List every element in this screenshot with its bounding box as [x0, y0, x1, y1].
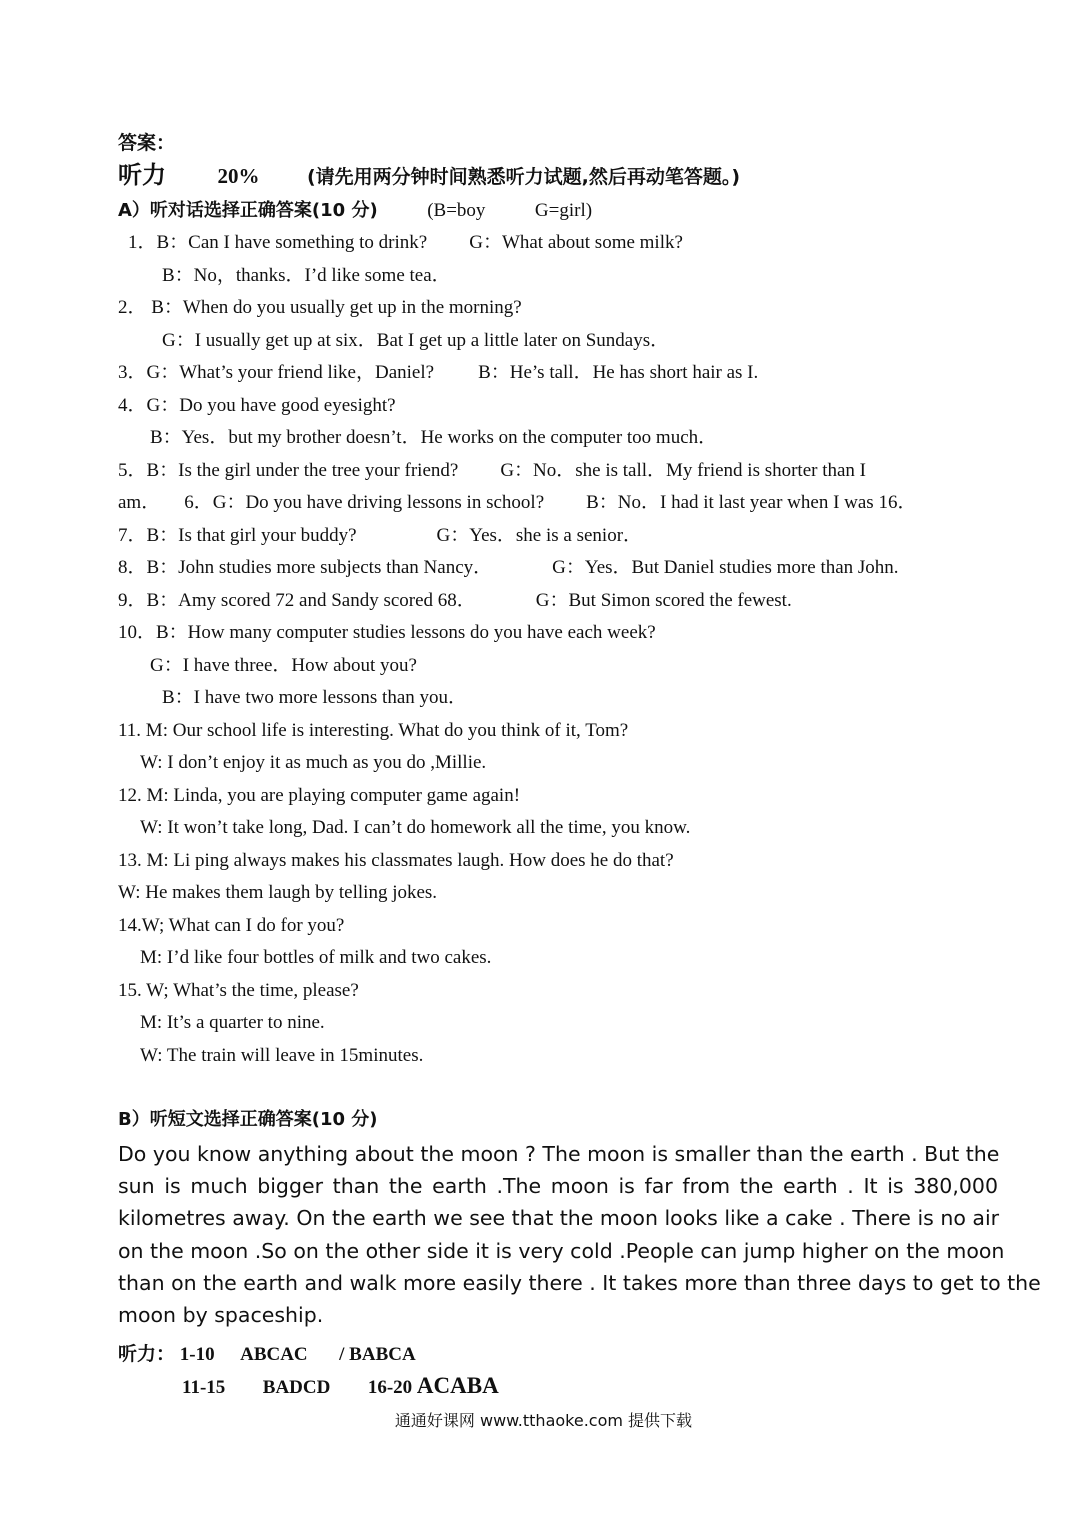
- dialogue-line-d7: [118, 524, 642, 548]
- dialogue-line-d15b: [140, 1011, 325, 1035]
- dialogue-segment: G：But Simon scored the fewest.: [535, 589, 792, 611]
- dialogue-segment: B：No．I had it last year when I was 16．: [586, 492, 917, 513]
- dialogue-segment: G：Yes．But Daniel studies more than John.: [552, 557, 899, 578]
- dialogue-segment: G：I usually get up at six．Bat I get up a little later on Sundays．: [162, 329, 670, 351]
- dialogue-segment: am．: [118, 492, 161, 513]
- dialogue-line-d15c: [140, 1044, 423, 1068]
- answers-set-1: ABCAC: [240, 1344, 308, 1365]
- dialogue-line-d4b: [150, 426, 717, 450]
- dialogue-line-d12b: [140, 816, 690, 840]
- passage-line: on the moon .So on the other side it is very cold .People can jump higher on the moon: [118, 1238, 1005, 1263]
- dialogue-segment: 8．B：John studies more subjects than Nancy．: [118, 557, 493, 578]
- dialogue-line-d10a: [118, 621, 656, 645]
- dialogue-line-d15a: [118, 979, 359, 1003]
- dialogue-segment: G：Yes．she is a senior．: [436, 524, 643, 546]
- listening-header: [118, 163, 740, 190]
- dialogue-line-d11a: [118, 719, 628, 743]
- dialogue-segment: 1．B：Can I have something to drink?: [128, 232, 428, 253]
- answers-range-3: 16-20: [367, 1377, 413, 1398]
- answers-set-4: ACABA: [416, 1373, 499, 1398]
- section-b-heading: B）听短文选择正确答案(10 分): [118, 1109, 378, 1130]
- dialogue-segment: 15. W; What’s the time, please?: [118, 979, 359, 1001]
- answers-label: 听力：: [118, 1343, 176, 1365]
- dialogue-segment: 3．G：What’s your friend like，Daniel?: [118, 362, 435, 383]
- dialogue-line-d5a: [118, 459, 866, 483]
- answers-line-1: [118, 1342, 416, 1367]
- answers-range-1: 1-10: [179, 1344, 215, 1365]
- listening-title: 听力: [118, 161, 166, 189]
- listening-note: (请先用两分钟时间熟悉听力试题,然后再动笔答题。): [307, 166, 741, 188]
- dialogue-segment: W: It won’t take long, Dad. I can’t do homework all the time, you know.: [140, 817, 691, 838]
- dialogue-line-d2b: [162, 329, 669, 353]
- passage-line: moon by spaceship.: [118, 1303, 324, 1327]
- dialogue-segment: M: It’s a quarter to nine.: [140, 1012, 325, 1033]
- dialogue-line-d1a: [128, 231, 683, 255]
- dialogue-line-d4a: [118, 394, 396, 418]
- dialogue-segment: 10．B：How many computer studies lessons do you have each week?: [118, 622, 656, 643]
- answers-set-2: / BABCA: [339, 1344, 416, 1365]
- dialogue-line-d13a: [118, 849, 674, 873]
- dialogue-segment: 12. M: Linda, you are playing computer game again!: [118, 784, 521, 806]
- dialogue-line-d14b: [140, 946, 491, 970]
- dialogue-segment: 4．G：Do you have good eyesight?: [118, 394, 396, 416]
- dialogue-segment: G：I have three．How about you?: [150, 654, 417, 676]
- legend-boy: (B=boy: [427, 200, 486, 221]
- answers-set-3: BADCD: [262, 1377, 331, 1398]
- dialogue-segment: 11. M: Our school life is interesting. What do you think of it, Tom?: [118, 719, 629, 741]
- section-a-heading-line: [118, 199, 592, 223]
- dialogue-segment: B：Yes．but my brother doesn’t．He works on the computer too much．: [150, 427, 718, 448]
- dialogue-line-d12a: [118, 784, 520, 808]
- dialogue-line-d1b: [162, 264, 451, 288]
- dialogue-segment: W: He makes them laugh by telling jokes.: [118, 882, 438, 903]
- dialogue-segment: B：I have two more lessons than you．: [162, 687, 468, 708]
- dialogue-line-d8: [118, 556, 899, 580]
- dialogue-segment: 13. M: Li ping always makes his classmates laugh. How does he do that?: [118, 849, 674, 871]
- answers-line-2: [182, 1374, 499, 1400]
- answers-range-2: 11-15: [182, 1377, 226, 1398]
- dialogue-segment: 6．G：Do you have driving lessons in school?: [184, 492, 545, 513]
- dialogue-line-d11b: [140, 751, 486, 775]
- dialogue-line-d13b: [118, 881, 437, 905]
- dialogue-line-d5b: [118, 491, 916, 515]
- dialogue-segment: G：No．she is tall．My friend is shorter than I: [500, 459, 867, 481]
- dialogue-line-d2a: [118, 296, 522, 320]
- dialogue-segment: B：He’s tall．He has short hair as I.: [478, 362, 759, 383]
- dialogue-segment: G：What about some milk?: [469, 232, 683, 253]
- passage-line: kilometres away. On the earth we see that the moon looks like a cake . There is no air: [118, 1206, 1000, 1231]
- dialogue-line-d14a: [118, 914, 344, 938]
- dialogue-line-d3: [118, 361, 758, 385]
- passage-line: than on the earth and walk more easily there . It takes more than three days to get to the: [118, 1270, 1041, 1295]
- dialogue-segment: B：No，thanks．I’d like some tea．: [162, 264, 451, 286]
- dialogue-segment: 14.W; What can I do for you?: [118, 914, 345, 936]
- listening-percent: 20%: [217, 164, 260, 188]
- answer-title: 答案：: [118, 132, 176, 154]
- dialogue-segment: 2． B：When do you usually get up in the morning?: [118, 297, 522, 318]
- dialogue-segment: W: The train will leave in 15minutes.: [140, 1044, 424, 1066]
- dialogue-segment: 5．B：Is the girl under the tree your friend?: [118, 459, 459, 481]
- dialogue-segment: 9．B：Amy scored 72 and Sandy scored 68．: [118, 589, 476, 611]
- dialogue-segment: 7．B：Is that girl your buddy?: [118, 524, 357, 546]
- section-a-heading: A）听对话选择正确答案(10 分): [118, 200, 378, 221]
- dialogue-line-d10b: [150, 654, 417, 678]
- passage-line: sun is much bigger than the earth .The moon is far from the earth . It is 380,000: [118, 1174, 998, 1199]
- passage-line: Do you know anything about the moon ? The moon is smaller than the earth . But the: [118, 1142, 1000, 1166]
- legend-girl: G=girl): [534, 200, 593, 221]
- dialogue-segment: W: I don’t enjoy it as much as you do ,Millie.: [140, 752, 487, 773]
- dialogue-segment: M: I’d like four bottles of milk and two cakes.: [140, 947, 492, 968]
- dialogue-line-d9: [118, 589, 792, 613]
- footer: 通通好课网 www.tthaoke.com 提供下载: [394, 1411, 693, 1430]
- dialogue-line-d10c: [162, 686, 467, 710]
